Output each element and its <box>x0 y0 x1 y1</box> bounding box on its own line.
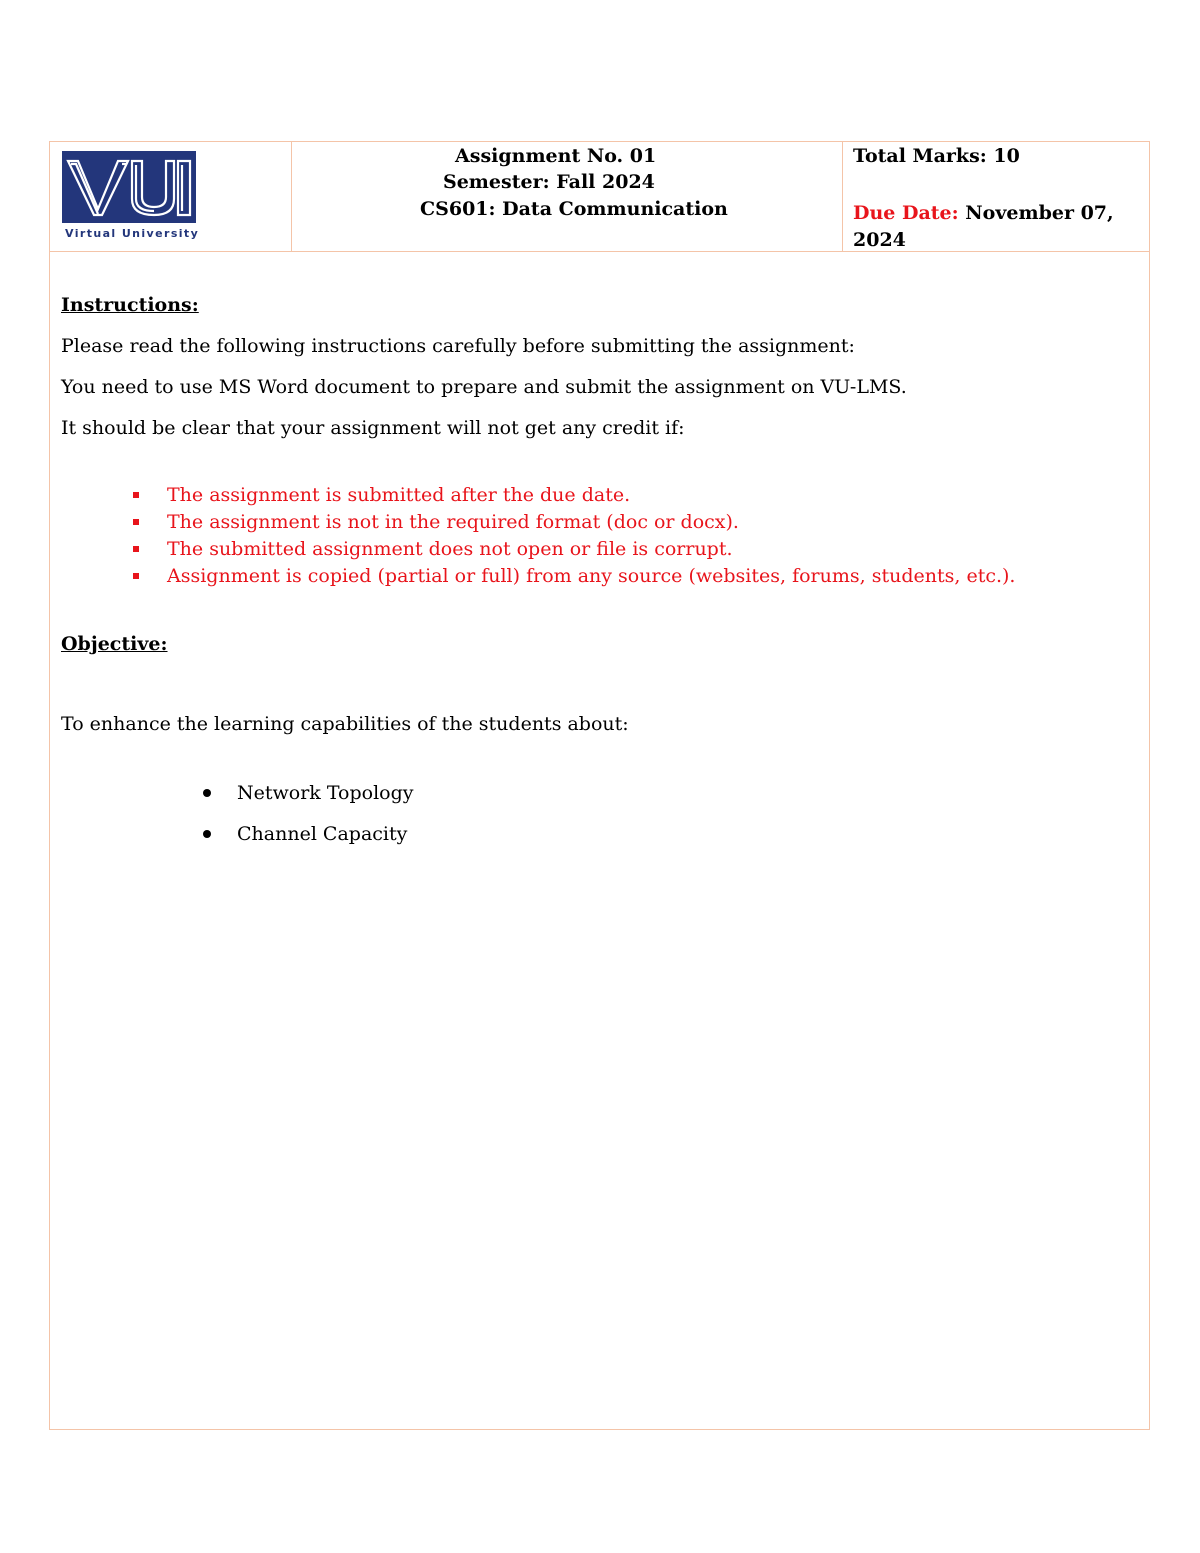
list-item: Network Topology <box>201 780 414 807</box>
list-item: Assignment is copied (partial or full) from any source (websites, forums, students, etc.). <box>133 563 1015 590</box>
square-bullet-icon <box>133 519 139 525</box>
square-bullet-icon <box>133 492 139 498</box>
square-bullet-icon <box>133 573 139 579</box>
list-item: The assignment is submitted after the due date. <box>133 482 1015 509</box>
instruction-line: Please read the following instructions carefully before submitting the assignment: <box>61 335 855 357</box>
semester: Semester: Fall 2024 <box>443 171 655 193</box>
vu-logo-caption: Virtual University <box>65 227 200 240</box>
instruction-line: You need to use MS Word document to prepare and submit the assignment on VU-LMS. <box>61 376 907 398</box>
instructions-heading: Instructions: <box>61 294 199 316</box>
bullet-icon <box>203 789 211 797</box>
due-date-value: November 07, 2024 <box>853 202 1114 251</box>
course-title: CS601: Data Communication <box>420 198 728 220</box>
header-title-cell <box>292 142 842 251</box>
vu-logo-mark <box>62 151 196 223</box>
assignment-table <box>49 141 1150 1430</box>
no-credit-conditions <box>133 482 1015 590</box>
square-bullet-icon <box>133 546 139 552</box>
instruction-line: It should be clear that your assignment will not get any credit if: <box>61 417 685 439</box>
due-date-label: Due Date: <box>853 202 959 224</box>
due-date <box>853 200 1143 254</box>
bullet-icon <box>203 830 211 838</box>
vu-logo-letters-icon <box>62 151 196 223</box>
list-item: Channel Capacity <box>201 821 414 848</box>
objective-topics <box>201 780 414 862</box>
assignment-title: Assignment No. 01 <box>455 145 657 167</box>
vu-logo <box>62 151 200 241</box>
list-item: The submitted assignment does not open or file is corrupt. <box>133 536 1015 563</box>
total-marks: Total Marks: 10 <box>853 145 1020 167</box>
list-item: The assignment is not in the required format (doc or docx). <box>133 509 1015 536</box>
header-info-cell <box>843 142 1149 251</box>
objective-heading: Objective: <box>61 633 168 655</box>
objective-intro: To enhance the learning capabilities of the students about: <box>61 713 629 735</box>
